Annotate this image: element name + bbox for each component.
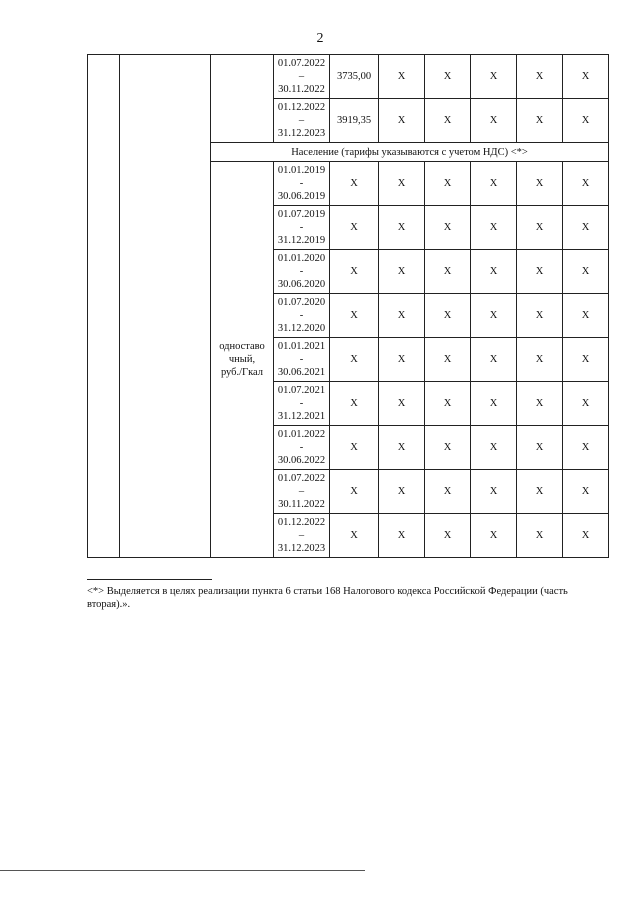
period-sep: – (298, 115, 305, 126)
mark-cell: X (563, 250, 609, 294)
period-cell (274, 206, 330, 250)
mark-cell: X (517, 514, 563, 558)
period-sep: – (298, 530, 305, 541)
mark-cell: X (471, 426, 517, 470)
mark-cell: X (379, 250, 425, 294)
mark-cell: X (471, 470, 517, 514)
mark-cell: X (517, 55, 563, 99)
mark-cell: X (425, 470, 471, 514)
period-end: 31.12.2019 (277, 235, 326, 246)
bottom-rule (0, 870, 365, 871)
mark-cell: X (471, 250, 517, 294)
period-sep: - (299, 310, 304, 321)
period-end: 30.11.2022 (278, 84, 325, 95)
period-sep: - (299, 398, 304, 409)
mark-cell: X (563, 55, 609, 99)
mark-cell: X (471, 206, 517, 250)
mark-cell: X (330, 294, 379, 338)
period-sep: – (298, 486, 305, 497)
mark-cell: X (425, 338, 471, 382)
mark-cell: X (379, 55, 425, 99)
period-cell (274, 382, 330, 426)
period-start: 01.07.2021 (277, 385, 326, 396)
period-end: 30.06.2019 (277, 191, 326, 202)
page-number: 2 (316, 31, 324, 46)
mark-cell: X (517, 162, 563, 206)
period-start: 01.01.2021 (277, 341, 326, 352)
mark-cell: X (379, 294, 425, 338)
period-sep: - (299, 354, 304, 365)
mark-cell: X (471, 338, 517, 382)
period-cell (274, 162, 330, 206)
mark-cell: X (517, 250, 563, 294)
period-start: 01.12.2022 (277, 517, 326, 528)
mark-cell: X (563, 338, 609, 382)
mark-cell: X (425, 162, 471, 206)
mark-cell: X (330, 470, 379, 514)
mark-cell: X (425, 206, 471, 250)
mark-cell: X (330, 206, 379, 250)
period-sep: - (299, 222, 304, 233)
price-cell: 3919,35 (330, 99, 379, 143)
table-row (88, 55, 609, 99)
mark-cell: X (471, 514, 517, 558)
period-end: 31.12.2023 (277, 128, 326, 139)
period-end: 30.06.2021 (277, 367, 326, 378)
mark-cell: X (330, 338, 379, 382)
mark-cell: X (379, 206, 425, 250)
period-start: 01.01.2020 (277, 253, 326, 264)
period-cell (274, 99, 330, 143)
mark-cell: X (425, 99, 471, 143)
period-cell (274, 55, 330, 99)
mark-cell: X (471, 99, 517, 143)
period-start: 01.01.2022 (277, 429, 326, 440)
period-cell (274, 294, 330, 338)
period-start: 01.07.2022 (277, 58, 326, 69)
mark-cell: X (563, 162, 609, 206)
mark-cell: X (517, 338, 563, 382)
mark-cell: X (471, 162, 517, 206)
mark-cell: X (517, 294, 563, 338)
period-cell (274, 514, 330, 558)
footnote: <*> Выделяется в целях реализации пункта 6 статьи 168 Налогового кодекса Российской Федерации (часть вторая).». (87, 586, 568, 610)
mark-cell: X (330, 250, 379, 294)
mark-cell: X (517, 382, 563, 426)
period-start: 01.07.2022 (277, 473, 326, 484)
period-cell (274, 470, 330, 514)
mark-cell: X (425, 294, 471, 338)
mark-cell: X (425, 250, 471, 294)
period-sep: – (298, 71, 305, 82)
mark-cell: X (379, 426, 425, 470)
unit-label-line: одноставо (219, 341, 265, 352)
period-sep: - (299, 442, 304, 453)
mark-cell: X (425, 55, 471, 99)
mark-cell: X (517, 426, 563, 470)
section-title: Население (тарифы указываются с учетом НДС) <*> (211, 143, 609, 162)
mark-cell: X (563, 514, 609, 558)
period-end: 31.12.2023 (277, 543, 326, 554)
mark-cell: X (563, 206, 609, 250)
period-cell (274, 338, 330, 382)
mark-cell: X (330, 426, 379, 470)
mark-cell: X (330, 382, 379, 426)
mark-cell: X (563, 99, 609, 143)
period-start: 01.07.2019 (277, 209, 326, 220)
mark-cell: X (330, 162, 379, 206)
mark-cell: X (379, 99, 425, 143)
mark-cell: X (330, 514, 379, 558)
period-start: 01.12.2022 (277, 102, 326, 113)
tariff-table-body (88, 55, 609, 558)
period-end: 30.06.2022 (277, 455, 326, 466)
mark-cell: X (379, 514, 425, 558)
mark-cell: X (379, 382, 425, 426)
mark-cell: X (379, 338, 425, 382)
mark-cell: X (517, 470, 563, 514)
unit-label-line: чный, (228, 354, 256, 365)
mark-cell: X (517, 206, 563, 250)
mark-cell: X (563, 470, 609, 514)
blank-cell-organization (120, 55, 211, 558)
price-cell: 3735,00 (330, 55, 379, 99)
blank-cell-unit (211, 55, 274, 143)
period-sep: - (299, 266, 304, 277)
unit-cell (211, 162, 274, 558)
period-end: 31.12.2021 (277, 411, 326, 422)
mark-cell: X (563, 294, 609, 338)
mark-cell: X (471, 382, 517, 426)
tariff-table (87, 54, 609, 558)
unit-label-line: руб./Гкал (220, 367, 264, 378)
mark-cell: X (379, 470, 425, 514)
period-cell (274, 250, 330, 294)
mark-cell: X (425, 382, 471, 426)
mark-cell: X (425, 514, 471, 558)
mark-cell: X (379, 162, 425, 206)
mark-cell: X (471, 294, 517, 338)
period-sep: - (299, 178, 304, 189)
mark-cell: X (425, 426, 471, 470)
mark-cell: X (471, 55, 517, 99)
mark-cell: X (517, 99, 563, 143)
mark-cell: X (563, 426, 609, 470)
mark-cell: X (563, 382, 609, 426)
period-start: 01.01.2019 (277, 165, 326, 176)
period-end: 30.11.2022 (278, 499, 325, 510)
blank-cell-number (88, 55, 120, 558)
footnote-rule (87, 579, 212, 580)
period-end: 30.06.2020 (277, 279, 326, 290)
period-start: 01.07.2020 (277, 297, 326, 308)
period-end: 31.12.2020 (277, 323, 326, 334)
period-cell (274, 426, 330, 470)
